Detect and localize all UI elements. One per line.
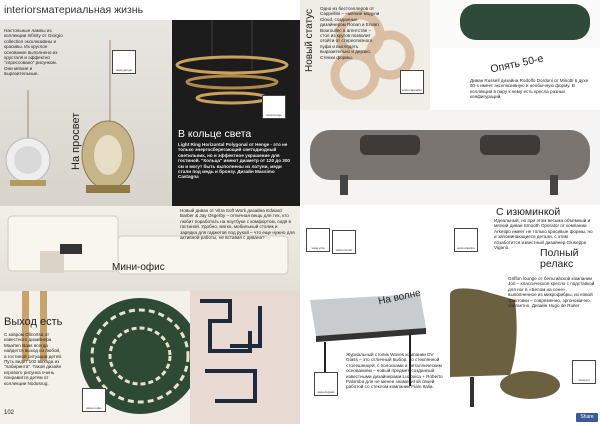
qr-code-giorgio: www.giorgio (112, 50, 136, 74)
relax-text: Griffon lounge от бельгийской компании Jori – классическое кресло с подставкой для ног в «Белом на сене», выполненное из микрофибры, из новой трактовки – современно, эргономично, элегантно. Дизайн Hugo de Ruiter (508, 276, 595, 309)
relax-title: Полный релакс (540, 247, 579, 270)
fifties-title: Опять 50-е (489, 52, 545, 76)
wave-title: На волне (377, 287, 422, 308)
intro-text: Настольные лампы из коллекции Infinity от Giorgio collection эксклюзивны и красивы. Их круглое основание выполнено из хрусталя и эффектно "спрессовано" рисунком. Они мягкие и выразительные. (4, 28, 63, 77)
qr-code-cappellini: www.cappellini (400, 70, 424, 94)
ring-title: В кольце света (178, 128, 252, 140)
new-status-text: Одно из бестселлеров от Cappellini – «мягкие модули Cloud, созданные дизайнером Ronan и Erwan Bouroullec в агентстве – стол из кругов позволит отойти от стереотипного пуфа и выглядеть выразительно и дерзко. Стенки формы. (320, 6, 380, 60)
qr-code-vitra: www.vitra (306, 228, 330, 252)
qr-code-jori: www.jori (572, 360, 596, 384)
green-sofa-illustration (430, 0, 600, 48)
exit-title: Выход есть (4, 316, 63, 328)
qr-code-nodus: www.nodus (82, 388, 106, 412)
qr-code-henge: www.henge (262, 95, 286, 119)
section-label: interiorsматериальная жизнь (4, 4, 144, 16)
raisin-text: Идеальный, но при этом весьма объемный и мягкий диван Smooth Operator от компании Arketipo имеет не только красивые формы, но и запоминающиеся детали, с этим позаботится известный дизайнер Giuseppe Viganò. (494, 218, 593, 251)
grey-sofa-photo (300, 110, 600, 205)
qr-code-dvglass: www.dvglass (314, 372, 338, 396)
share-button[interactable]: Share (576, 413, 598, 422)
exit-text: С ковром Olicortsa от известного дизайнера Maarten Baas всегда найдется выход из любой, а гостиной ситуации детей. Путь ведет 102 выхода из "лабиринта". Такой дизайн игрового рисунка очень понравится детям от коллекции Nodusrug. (4, 332, 63, 386)
ring-text: Light Ring Horizontal Polygonal от Henge - это не только энергосберегающий светодиодный светильник, но и эффектное украшение для гостиной. "Кольца" имеют диаметр от 120 до 300 см и могут быть выполнены из латуни, меди стали под медь и бронзу. Дизайн Massimo Castagna (178, 142, 290, 180)
green-sofa-photo (430, 0, 600, 48)
mini-office-title: Мини-офис (112, 262, 165, 273)
qr-code-minotti: www.minotti (332, 230, 356, 254)
fifties-text: Диван Russell дизайна Rodolfo Dordoni от Minotti в духе 50-х имеет эксклюзивную и необычную форму. В коллекции в пару к нему есть кресла разных конфигураций. (470, 78, 589, 100)
wave-text: Журнальный столик Waves компании DV Glass – это отличный выбор, со стеклянной столешницей, с полосками и металлическим основанием – новый предмет, созданный известными дизайнерами Ludovica + Roberto Palomba для не менее знаменитой своей работой со стеклом компании Fiam Italia. (346, 352, 443, 390)
new-status-title: Новый статус (304, 8, 315, 72)
page-number: 102 (4, 410, 15, 416)
sofa-text: Новый диван от Vitra Soft Work дизайна Edward Barber & Jay Osgerby – отличная вещь для тех, кто любит поработать на ноутбуке с комфортом, сидя в гостиной. Удобно, мягко, мобильный столик и зарядка для гаджетов под рукой – что еще нужно для активной работы, не вставая с дивана? (180, 208, 295, 241)
grey-sofa-illustration (300, 110, 600, 205)
na-prosvet-title: На просвет (70, 112, 82, 170)
qr-code-arketipo: www.arketipo (454, 228, 478, 252)
raisin-title: С изюминкой (496, 206, 561, 218)
